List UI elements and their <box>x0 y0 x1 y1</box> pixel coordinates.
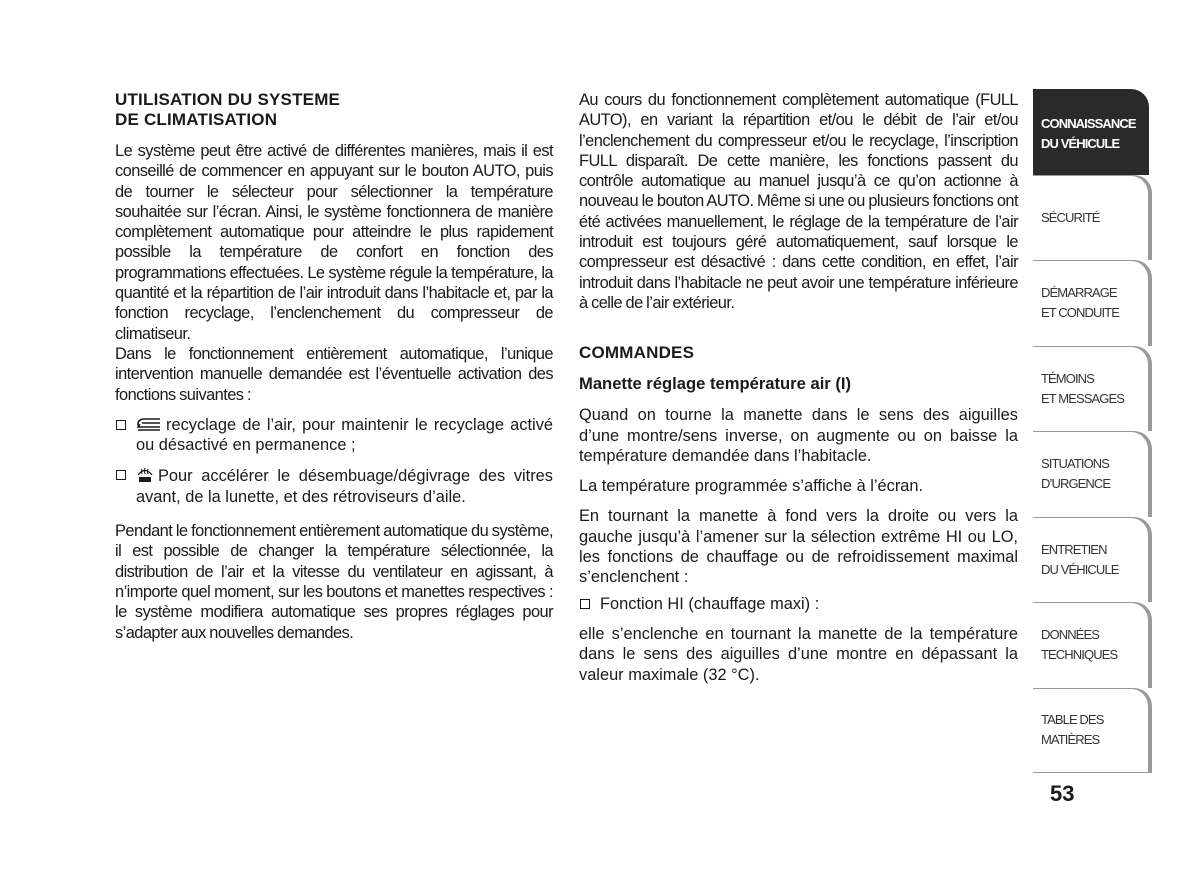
tab-label-line-1: ENTRETIEN <box>1041 541 1107 557</box>
extreme-selection-paragraph: En tournant la manette à fond vers la droite ou vers la gauche jusqu’à l’amener sur la sélection extrême HI ou LO, les fonctions de chauffage ou de refroidissement maximal s’enclenchent : <box>579 507 1018 587</box>
tab-situations-d-urgence[interactable] <box>1033 431 1149 517</box>
page-number: 53 <box>1050 781 1075 806</box>
max-defrost-icon <box>136 465 154 483</box>
bullet-hi-function <box>579 594 1018 614</box>
tab-label-line-2: DU VÉHICULE <box>1041 561 1119 577</box>
air-recirculation-icon <box>136 416 162 432</box>
tab-label-line-2: D’URGENCE <box>1041 476 1111 492</box>
manual-change-paragraph: Pendant le fonctionnement entièrement automatique du système, il est possible de changer la température sélectionnée, la distribution de l’air et la vitesse du ventilateur en agissant, à n’importe quel moment, sur les boutons et manettes respectives : le système modifiera automatique ses propres réglages pour s’adapter aux nouvelles demandes. <box>115 522 553 642</box>
tab-label-line-2: MATIÈRES <box>1041 732 1100 748</box>
tab-temoins-et-messages[interactable] <box>1033 346 1149 432</box>
left-column <box>115 90 553 643</box>
tab-label-line-1: SITUATIONS <box>1041 456 1110 472</box>
tab-label-line-2: ET MESSAGES <box>1041 390 1125 406</box>
tab-label-line-2: ET CONDUITE <box>1041 305 1119 321</box>
bullet-defrost-text: Pour accélérer le désembuage/dégivrage des vitres avant, de la lunette, et des rétroviseurs d’aile. <box>136 467 553 506</box>
manual-intervention-paragraph: Dans le fonctionnement entièrement automatique, l’unique intervention manuelle demandée est l’éventuelle activation des fonctions suivantes : <box>115 344 553 404</box>
full-auto-paragraph: Au cours du fonctionnement complètement automatique (FULL AUTO), en variant la répartition et/ou le débit de l’air et/ou l’enclenchement du compresseur et/ou le recyclage, l’inscription FULL disparaît. De cette manière, les fonctions passent du contrôle automatique au manuel jusqu’à ce qu’on actionne à nouveau le bouton AUTO. Même si une ou plusieurs fonctions ont été activées manuellement, le réglage de la température de l’air introduit est toujours géré automatiquement, sauf lorsque le compresseur est désactivé : dans cette condition, en effet, l’air introduit dans l’habitacle ne peut avoir une température inférieure à celle de l’air extérieur. <box>579 91 1018 312</box>
section-heading <box>115 90 553 130</box>
knob-turn-paragraph: Quand on tourne la manette dans le sens des aiguilles d’une montre/sens inverse, on augmente ou on baisse la température demandée dans l’habitacle. <box>579 406 1018 465</box>
chapter-tabs <box>1033 89 1149 773</box>
tab-entretien-du-vehicule[interactable] <box>1033 517 1149 603</box>
tab-securite[interactable] <box>1033 175 1149 261</box>
tab-label-line-2: TECHNIQUES <box>1041 647 1118 663</box>
right-column <box>579 90 1018 685</box>
checkbox-bullet-icon <box>580 599 590 609</box>
bullet-recirculation <box>115 415 553 456</box>
tab-donnees-techniques[interactable] <box>1033 602 1149 688</box>
tab-label-line-1: TÉMOINS <box>1041 370 1094 386</box>
heading-line-1: UTILISATION DU SYSTEME <box>115 90 341 109</box>
tab-demarrage-et-conduite[interactable] <box>1033 260 1149 346</box>
tab-label-line-1: DONNÉES <box>1041 627 1099 643</box>
bullet-defrost <box>115 465 553 507</box>
tab-label-line-1: CONNAISSANCE <box>1041 116 1136 131</box>
tab-label-line-1: TABLE DES <box>1041 712 1104 728</box>
checkbox-bullet-icon <box>116 470 126 480</box>
checkbox-bullet-icon <box>116 420 126 430</box>
tab-connaissance-du-vehicule[interactable] <box>1033 89 1149 175</box>
hi-function-paragraph: elle s’enclenche en tournant la manette de la température dans le sens des aiguilles d’une montre en dépassant la valeur maximale (32 °C). <box>579 624 1018 684</box>
programmed-temp-paragraph: La température programmée s’affiche à l’écran. <box>579 477 924 496</box>
tab-label-line-1: DÉMARRAGE <box>1041 285 1117 301</box>
bullet-hi-function-text: Fonction HI (chauffage maxi) : <box>600 594 820 613</box>
bullet-recirculation-text: recyclage de l’air, pour maintenir le recyclage activé ou désactivé en permanence ; <box>136 415 553 455</box>
tab-label-line-2: DU VÉHICULE <box>1041 136 1120 151</box>
tab-table-des-matieres[interactable] <box>1033 688 1149 774</box>
heading-line-2: DE CLIMATISATION <box>115 110 278 129</box>
intro-paragraph: Le système peut être activé de différentes manières, mais il est conseillé de commencer en appuyant sur le bouton AUTO, puis de tourner le sélecteur pour sélectionner la température souhaitée sur l’écran. Ainsi, le système fonctionnera de manière complètement automatique pour atteindre le plus rapidement possible la température de confort en fonction des programmations effectuées. Le système régule la température, la quantité et la répartition de l’air introduit dans l’habitacle et, par la fonction recyclage, l’enclenchement du compresseur de climatiseur. <box>115 142 553 343</box>
temperature-knob-subheading: Manette réglage température air (I) <box>579 374 852 394</box>
tab-label-line-1: SÉCURITÉ <box>1041 209 1100 225</box>
commands-heading: COMMANDES <box>579 343 695 363</box>
